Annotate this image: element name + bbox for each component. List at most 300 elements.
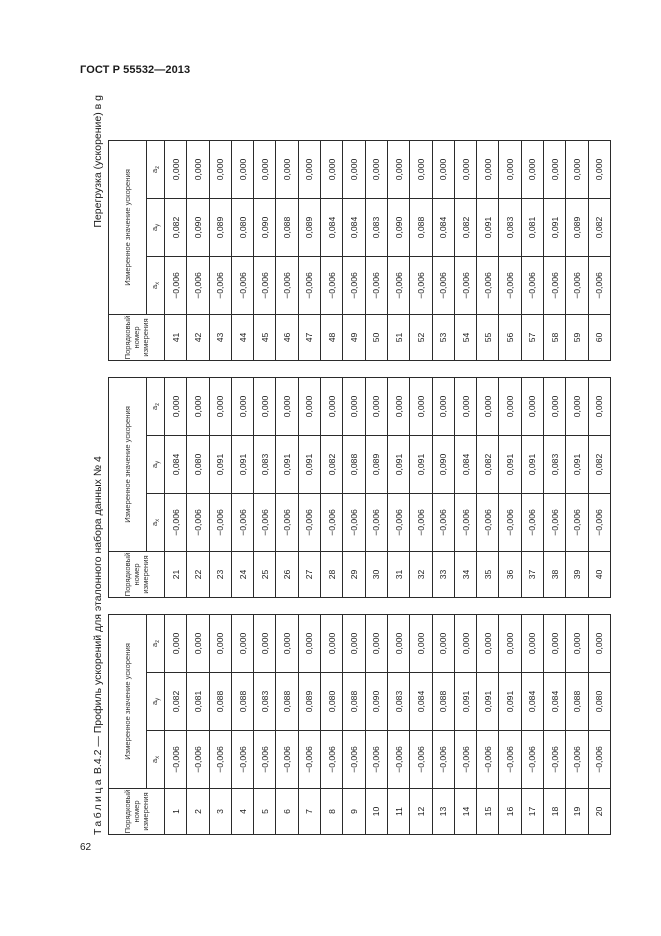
header-seq-number: Порядковый номер измерения (109, 315, 165, 361)
table-row (365, 140, 387, 360)
cell-ay: 0,088 (343, 436, 365, 494)
cell-seq: 50 (365, 315, 387, 361)
page-number: 62 (80, 842, 92, 853)
cell-ay: 0,091 (410, 436, 432, 494)
cell-ay: 0,081 (521, 199, 543, 257)
cell-seq: 7 (298, 789, 320, 835)
table-row (410, 140, 432, 360)
cell-ax: −0,006 (254, 731, 276, 789)
cell-ay: 0,082 (588, 199, 610, 257)
cell-az: 0,000 (566, 614, 588, 672)
cell-seq: 2 (187, 789, 209, 835)
table-row (365, 614, 387, 834)
table-row (321, 140, 343, 360)
cell-az: 0,000 (254, 614, 276, 672)
cell-ay: 0,084 (521, 673, 543, 731)
cell-ax: −0,006 (321, 257, 343, 315)
cell-ay: 0,088 (410, 199, 432, 257)
cell-az: 0,000 (254, 377, 276, 435)
cell-ax: −0,006 (321, 494, 343, 552)
cell-ax: −0,006 (544, 731, 566, 789)
header-seq-number: Порядковый номер измерения (109, 552, 165, 598)
cell-ay: 0,091 (209, 436, 231, 494)
cell-ax: −0,006 (365, 257, 387, 315)
cell-ay: 0,082 (588, 436, 610, 494)
cell-ay: 0,088 (343, 673, 365, 731)
cell-az: 0,000 (343, 377, 365, 435)
cell-seq: 39 (566, 552, 588, 598)
cell-az: 0,000 (544, 614, 566, 672)
cell-ay: 0,089 (365, 436, 387, 494)
cell-az: 0,000 (165, 377, 187, 435)
cell-az: 0,000 (276, 614, 298, 672)
cell-seq: 8 (321, 789, 343, 835)
header-az: az (147, 377, 165, 435)
cell-az: 0,000 (321, 377, 343, 435)
cell-ay: 0,088 (432, 673, 454, 731)
cell-az: 0,000 (298, 377, 320, 435)
cell-ax: −0,006 (544, 494, 566, 552)
cell-ay: 0,091 (276, 436, 298, 494)
cell-az: 0,000 (432, 614, 454, 672)
table-row (387, 377, 409, 597)
table-row (521, 614, 543, 834)
cell-ax: −0,006 (566, 731, 588, 789)
cell-ay: 0,084 (454, 436, 476, 494)
cell-seq: 13 (432, 789, 454, 835)
cell-ay: 0,089 (566, 199, 588, 257)
table-row (187, 377, 209, 597)
cell-ax: −0,006 (165, 257, 187, 315)
cell-ay: 0,091 (477, 199, 499, 257)
cell-seq: 49 (343, 315, 365, 361)
cell-ay: 0,091 (387, 436, 409, 494)
cell-ax: −0,006 (209, 494, 231, 552)
cell-az: 0,000 (477, 377, 499, 435)
cell-ay: 0,091 (477, 673, 499, 731)
cell-az: 0,000 (544, 140, 566, 198)
cell-az: 0,000 (209, 614, 231, 672)
header-az: az (147, 614, 165, 672)
cell-ay: 0,090 (187, 199, 209, 257)
cell-seq: 20 (588, 789, 610, 835)
table-row (410, 614, 432, 834)
cell-az: 0,000 (499, 140, 521, 198)
cell-az: 0,000 (477, 140, 499, 198)
cell-ay: 0,084 (165, 436, 187, 494)
cell-ax: −0,006 (499, 731, 521, 789)
table-row (566, 377, 588, 597)
cell-ax: −0,006 (298, 731, 320, 789)
cell-seq: 1 (165, 789, 187, 835)
table-row (588, 140, 610, 360)
cell-az: 0,000 (521, 614, 543, 672)
cell-ay: 0,084 (432, 199, 454, 257)
table-row (544, 140, 566, 360)
cell-ax: −0,006 (477, 731, 499, 789)
cell-ax: −0,006 (588, 731, 610, 789)
cell-ax: −0,006 (521, 731, 543, 789)
cell-seq: 54 (454, 315, 476, 361)
table-row (343, 614, 365, 834)
table-block-2 (108, 377, 611, 598)
header-ay: ay (147, 199, 165, 257)
caption-prefix: Таблица (92, 777, 104, 835)
cell-az: 0,000 (321, 140, 343, 198)
cell-seq: 12 (410, 789, 432, 835)
cell-seq: 28 (321, 552, 343, 598)
cell-ax: −0,006 (387, 731, 409, 789)
cell-seq: 32 (410, 552, 432, 598)
table-row (544, 614, 566, 834)
cell-seq: 41 (165, 315, 187, 361)
cell-az: 0,000 (544, 377, 566, 435)
unit-note: Перегрузка (ускорение) в g (92, 95, 104, 228)
cell-ay: 0,080 (187, 436, 209, 494)
acceleration-profile-table (108, 95, 610, 835)
table-row (454, 614, 476, 834)
cell-ax: −0,006 (231, 494, 253, 552)
cell-az: 0,000 (365, 614, 387, 672)
table-row (165, 140, 187, 360)
cell-ay: 0,091 (231, 436, 253, 494)
cell-az: 0,000 (343, 140, 365, 198)
cell-az: 0,000 (165, 614, 187, 672)
cell-seq: 29 (343, 552, 365, 598)
cell-seq: 26 (276, 552, 298, 598)
cell-ay: 0,084 (343, 199, 365, 257)
table-row (209, 614, 231, 834)
cell-ax: −0,006 (187, 731, 209, 789)
cell-ay: 0,090 (365, 673, 387, 731)
cell-az: 0,000 (254, 140, 276, 198)
cell-az: 0,000 (454, 377, 476, 435)
cell-ax: −0,006 (588, 494, 610, 552)
header-seq-number: Порядковый номер измерения (109, 789, 165, 835)
cell-az: 0,000 (387, 140, 409, 198)
cell-az: 0,000 (365, 140, 387, 198)
cell-az: 0,000 (588, 140, 610, 198)
cell-az: 0,000 (566, 377, 588, 435)
table-row (165, 377, 187, 597)
header-measured-value: Измеренное значение ускорения (109, 614, 147, 788)
cell-ax: −0,006 (343, 257, 365, 315)
cell-seq: 33 (432, 552, 454, 598)
cell-ax: −0,006 (521, 257, 543, 315)
table-row (588, 614, 610, 834)
cell-ax: −0,006 (454, 257, 476, 315)
cell-ax: −0,006 (410, 257, 432, 315)
cell-seq: 18 (544, 789, 566, 835)
cell-seq: 36 (499, 552, 521, 598)
cell-seq: 21 (165, 552, 187, 598)
cell-seq: 35 (477, 552, 499, 598)
document-code: ГОСТ Р 55532—2013 (80, 64, 191, 76)
cell-ay: 0,083 (499, 199, 521, 257)
cell-ax: −0,006 (432, 494, 454, 552)
cell-ax: −0,006 (432, 731, 454, 789)
cell-az: 0,000 (209, 377, 231, 435)
cell-az: 0,000 (477, 614, 499, 672)
cell-ay: 0,091 (499, 436, 521, 494)
cell-az: 0,000 (276, 140, 298, 198)
cell-ax: −0,006 (231, 731, 253, 789)
table-row (298, 377, 320, 597)
table-block-1 (108, 614, 611, 835)
table-row (321, 377, 343, 597)
table-row (544, 377, 566, 597)
table-row (477, 140, 499, 360)
table-row (276, 377, 298, 597)
table-row (321, 614, 343, 834)
cell-ay: 0,089 (298, 673, 320, 731)
cell-ay: 0,091 (566, 436, 588, 494)
table-row (298, 140, 320, 360)
cell-az: 0,000 (165, 140, 187, 198)
cell-ay: 0,091 (499, 673, 521, 731)
header-ay: ay (147, 436, 165, 494)
cell-seq: 10 (365, 789, 387, 835)
table-row (254, 140, 276, 360)
cell-ax: −0,006 (254, 257, 276, 315)
cell-ax: −0,006 (387, 494, 409, 552)
cell-ay: 0,084 (410, 673, 432, 731)
cell-ax: −0,006 (276, 731, 298, 789)
cell-ax: −0,006 (187, 257, 209, 315)
table-row (454, 377, 476, 597)
cell-az: 0,000 (410, 377, 432, 435)
cell-ay: 0,080 (588, 673, 610, 731)
cell-seq: 40 (588, 552, 610, 598)
cell-az: 0,000 (410, 614, 432, 672)
table-row (209, 377, 231, 597)
table-row (432, 140, 454, 360)
cell-seq: 17 (521, 789, 543, 835)
table-row (365, 377, 387, 597)
cell-az: 0,000 (321, 614, 343, 672)
cell-az: 0,000 (432, 377, 454, 435)
cell-seq: 27 (298, 552, 320, 598)
cell-seq: 19 (566, 789, 588, 835)
cell-az: 0,000 (231, 614, 253, 672)
cell-seq: 52 (410, 315, 432, 361)
table-row (231, 614, 253, 834)
cell-seq: 4 (231, 789, 253, 835)
cell-ax: −0,006 (231, 257, 253, 315)
cell-ay: 0,082 (165, 199, 187, 257)
cell-az: 0,000 (231, 140, 253, 198)
header-measured-value: Измеренное значение ускорения (109, 140, 147, 314)
page-header (0, 0, 661, 90)
cell-ax: −0,006 (165, 494, 187, 552)
cell-az: 0,000 (410, 140, 432, 198)
table-row (477, 377, 499, 597)
cell-seq: 44 (231, 315, 253, 361)
cell-ax: −0,006 (410, 494, 432, 552)
cell-seq: 51 (387, 315, 409, 361)
table-row (231, 140, 253, 360)
cell-seq: 46 (276, 315, 298, 361)
cell-az: 0,000 (499, 377, 521, 435)
cell-az: 0,000 (521, 377, 543, 435)
cell-az: 0,000 (387, 377, 409, 435)
cell-az: 0,000 (454, 614, 476, 672)
cell-ay: 0,083 (387, 673, 409, 731)
cell-ax: −0,006 (343, 494, 365, 552)
header-az: az (147, 140, 165, 198)
table-row (387, 614, 409, 834)
cell-ay: 0,084 (544, 673, 566, 731)
table-row (276, 614, 298, 834)
table-row (343, 377, 365, 597)
header-ax: ax (147, 257, 165, 315)
table-row (454, 140, 476, 360)
cell-ax: −0,006 (521, 494, 543, 552)
cell-ax: −0,006 (365, 731, 387, 789)
cell-ay: 0,089 (298, 199, 320, 257)
cell-ay: 0,082 (454, 199, 476, 257)
table-row (254, 614, 276, 834)
cell-ay: 0,082 (321, 436, 343, 494)
cell-ay: 0,084 (321, 199, 343, 257)
table-row (566, 140, 588, 360)
cell-az: 0,000 (588, 377, 610, 435)
table-row (298, 614, 320, 834)
cell-ay: 0,090 (387, 199, 409, 257)
table-row (165, 614, 187, 834)
cell-ay: 0,090 (254, 199, 276, 257)
cell-az: 0,000 (588, 614, 610, 672)
cell-seq: 53 (432, 315, 454, 361)
cell-az: 0,000 (499, 614, 521, 672)
table-row (588, 377, 610, 597)
cell-az: 0,000 (187, 140, 209, 198)
cell-seq: 57 (521, 315, 543, 361)
table-row (499, 140, 521, 360)
cell-az: 0,000 (432, 140, 454, 198)
cell-seq: 22 (187, 552, 209, 598)
cell-seq: 23 (209, 552, 231, 598)
cell-seq: 16 (499, 789, 521, 835)
header-ay: ay (147, 673, 165, 731)
cell-ay: 0,088 (276, 673, 298, 731)
table-row (276, 140, 298, 360)
cell-ay: 0,081 (187, 673, 209, 731)
cell-ax: −0,006 (544, 257, 566, 315)
table-row (521, 377, 543, 597)
cell-ax: −0,006 (566, 494, 588, 552)
cell-ay: 0,089 (209, 199, 231, 257)
cell-ax: −0,006 (454, 731, 476, 789)
table-row (499, 377, 521, 597)
cell-ay: 0,083 (544, 436, 566, 494)
cell-ax: −0,006 (343, 731, 365, 789)
cell-ay: 0,083 (254, 436, 276, 494)
cell-ay: 0,090 (432, 436, 454, 494)
cell-seq: 31 (387, 552, 409, 598)
cell-ax: −0,006 (187, 494, 209, 552)
cell-seq: 9 (343, 789, 365, 835)
cell-seq: 59 (566, 315, 588, 361)
cell-ax: −0,006 (387, 257, 409, 315)
cell-seq: 45 (254, 315, 276, 361)
cell-ax: −0,006 (165, 731, 187, 789)
cell-ax: −0,006 (432, 257, 454, 315)
cell-az: 0,000 (298, 614, 320, 672)
cell-seq: 48 (321, 315, 343, 361)
table-row (521, 140, 543, 360)
cell-az: 0,000 (521, 140, 543, 198)
cell-ay: 0,082 (165, 673, 187, 731)
cell-ax: −0,006 (499, 257, 521, 315)
cell-ax: −0,006 (477, 257, 499, 315)
cell-seq: 47 (298, 315, 320, 361)
table-row (254, 377, 276, 597)
table-row (410, 377, 432, 597)
cell-ax: −0,006 (365, 494, 387, 552)
cell-seq: 56 (499, 315, 521, 361)
table-row (566, 614, 588, 834)
cell-seq: 15 (477, 789, 499, 835)
cell-az: 0,000 (365, 377, 387, 435)
cell-ay: 0,091 (454, 673, 476, 731)
cell-seq: 58 (544, 315, 566, 361)
cell-ax: −0,006 (254, 494, 276, 552)
table-row (187, 614, 209, 834)
table-block-3 (108, 140, 611, 361)
header-ax: ax (147, 494, 165, 552)
cell-ay: 0,080 (231, 199, 253, 257)
cell-ay: 0,091 (544, 199, 566, 257)
table-row (432, 614, 454, 834)
cell-ay: 0,080 (321, 673, 343, 731)
cell-seq: 6 (276, 789, 298, 835)
cell-az: 0,000 (343, 614, 365, 672)
cell-ax: −0,006 (499, 494, 521, 552)
cell-ax: −0,006 (454, 494, 476, 552)
cell-ax: −0,006 (276, 494, 298, 552)
cell-az: 0,000 (187, 614, 209, 672)
table-row (432, 377, 454, 597)
cell-ax: −0,006 (298, 257, 320, 315)
cell-seq: 37 (521, 552, 543, 598)
cell-az: 0,000 (231, 377, 253, 435)
cell-ay: 0,082 (477, 436, 499, 494)
cell-seq: 60 (588, 315, 610, 361)
cell-ax: −0,006 (321, 731, 343, 789)
cell-ax: −0,006 (477, 494, 499, 552)
cell-ay: 0,083 (254, 673, 276, 731)
cell-az: 0,000 (209, 140, 231, 198)
cell-seq: 5 (254, 789, 276, 835)
cell-ay: 0,088 (209, 673, 231, 731)
cell-az: 0,000 (454, 140, 476, 198)
header-ax: ax (147, 731, 165, 789)
rotated-table-area (90, 95, 610, 835)
cell-seq: 3 (209, 789, 231, 835)
cell-az: 0,000 (187, 377, 209, 435)
cell-seq: 30 (365, 552, 387, 598)
cell-ax: −0,006 (298, 494, 320, 552)
cell-ax: −0,006 (410, 731, 432, 789)
cell-ax: −0,006 (588, 257, 610, 315)
caption-text: В.4.2 — Профиль ускорений для эталонного набора данных № 4 (92, 456, 104, 778)
cell-seq: 25 (254, 552, 276, 598)
cell-seq: 55 (477, 315, 499, 361)
table-row (231, 377, 253, 597)
table-row (387, 140, 409, 360)
cell-az: 0,000 (566, 140, 588, 198)
